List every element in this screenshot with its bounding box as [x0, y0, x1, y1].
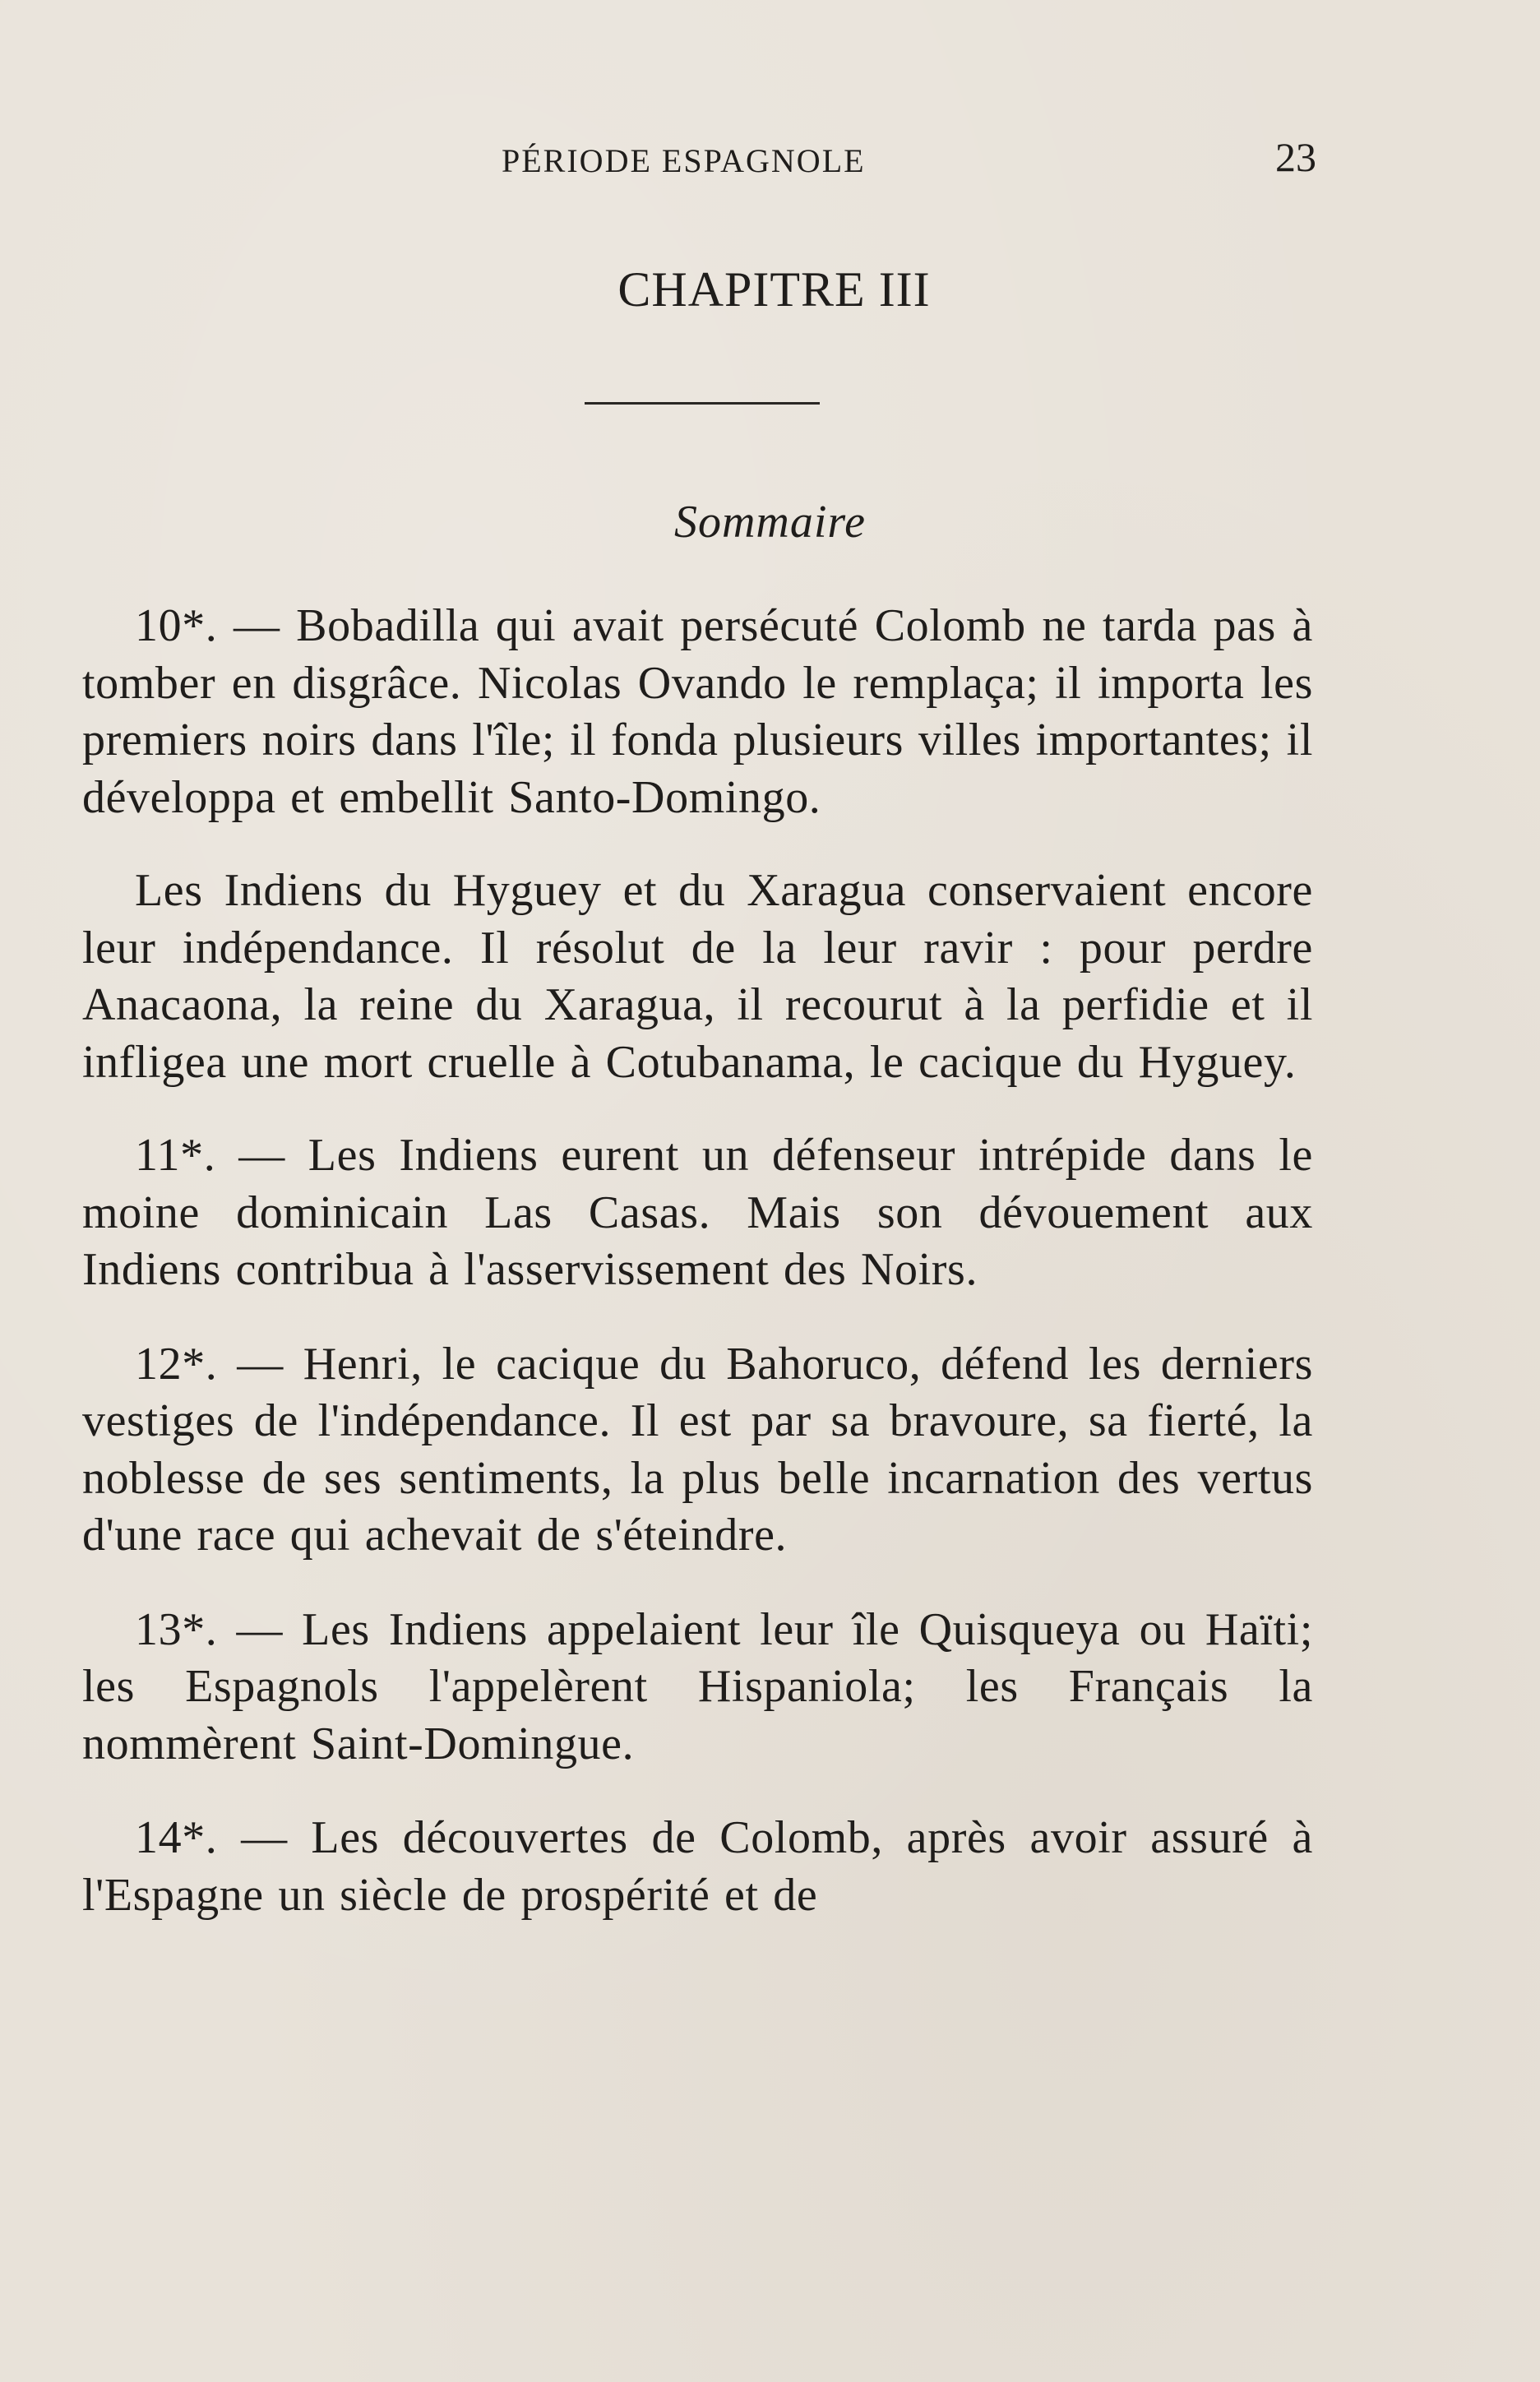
page-number: 23 [1275, 134, 1316, 180]
paragraph-14: 14*. — Les découvertes de Colomb, après avoir assuré à l'Espagne un siècle de prospérité et de [82, 1812, 1313, 1921]
section-divider [585, 402, 820, 405]
paragraph-11: 11*. — Les Indiens eurent un défenseur intrépide dans le moine dominicain Las Casas. Mais son dévouement aux Indiens contribua à l'asservissement des Noirs. [82, 1130, 1313, 1295]
paragraph-10: 10*. — Bobadilla qui avait persécuté Colomb ne tarda pas à tomber en disgrâce. Nicolas Ovando le remplaça; il importa les premiers noirs dans l'île; il fonda plusieurs villes importantes; il développa et embellit Santo-Domingo. [82, 600, 1313, 823]
summary-heading: Sommaire [673, 497, 866, 548]
paragraph-12: 12*. — Henri, le cacique du Bahoruco, défend les derniers vestiges de l'indépendance. Il est par sa bravoure, sa fierté, la noblesse de ses sentiments, la plus belle incarnation des vertus d'une race qui achevait de s'éteindre. [82, 1338, 1313, 1561]
paragraph-10-continued: Les Indiens du Hyguey et du Xaragua conservaient encore leur indépendance. Il résolut de la leur ravir : pour perdre Anacaona, la reine du Xaragua, il recourut à la perfidie et il infligea une mort cruelle à Cotubanama, le cacique du Hyguey. [82, 865, 1313, 1088]
chapter-title [0, 261, 1540, 318]
running-title: PÉRIODE ESPAGNOLE [502, 142, 866, 179]
paragraph-13: 13*. — Les Indiens appelaient leur île Quisqueya ou Haïti; les Espagnols l'appelèrent Hispaniola; les Français la nommèrent Saint-Domingue. [82, 1603, 1313, 1769]
summary-body [82, 598, 1313, 1924]
chapter-title-text: CHAPITRE III [617, 262, 931, 317]
